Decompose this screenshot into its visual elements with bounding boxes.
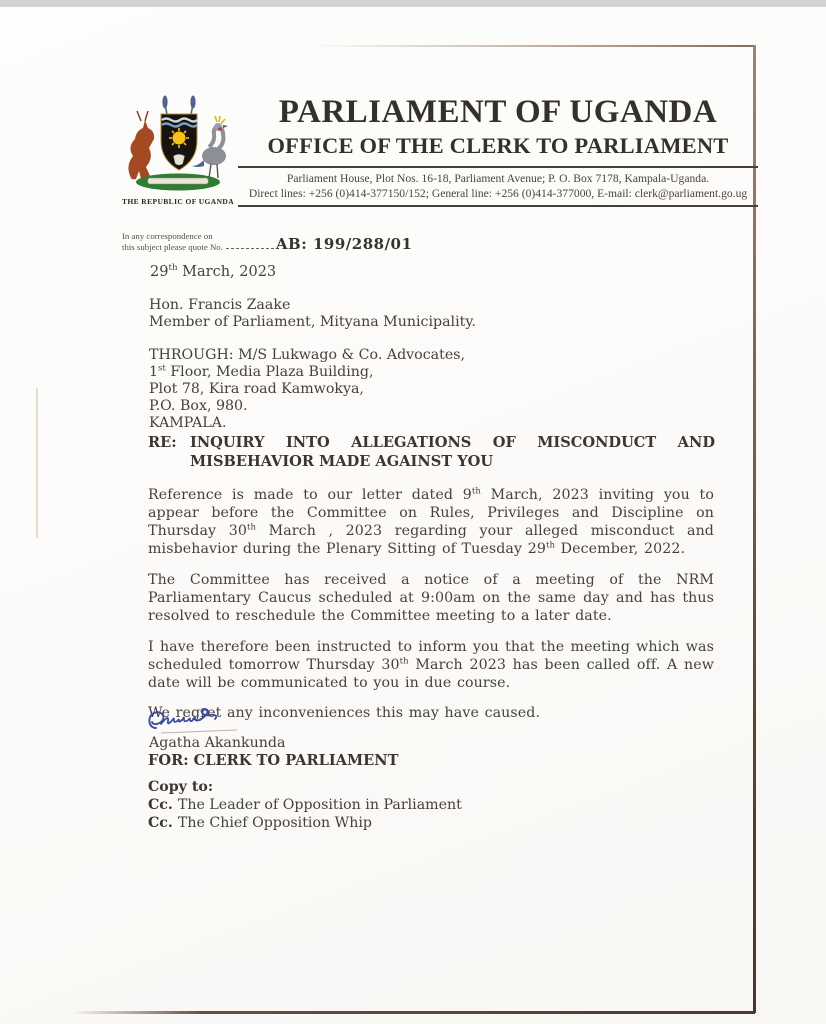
paper-edge-bottom xyxy=(64,1011,755,1014)
recipient-title: Member of Parliament, Mityana Municipality. xyxy=(149,314,476,331)
header-rule-bottom xyxy=(238,205,758,207)
reference-number: AB: 199/288/01 xyxy=(275,235,413,253)
copy-heading: Copy to: xyxy=(148,779,214,795)
cc-item xyxy=(148,797,462,814)
body-paragraph-2: The Committee has received a notice of a meeting of the NRM Parliamentary Caucus scheduled at 9:00am on the same day and has thus resolved to reschedule the Committee meeting to a later date. xyxy=(148,571,714,625)
through-line-3: Plot 78, Kira road Kamwokya, xyxy=(149,380,364,397)
reference-note: In any correspondence on this subject please quote No. xyxy=(122,231,223,252)
body-paragraph-1: Reference is made to our letter dated 9th March, 2023 inviting you to appear before the Committee on Rules, Privileges and Discipline on Thursday 30th March , 2023 regarding your alleged misconduct and misbehavior during the Plenary Sitting of Tuesday 29th December, 2022. xyxy=(148,486,714,558)
through-block xyxy=(149,347,465,432)
header-rule-top xyxy=(238,166,758,168)
office-subtitle: OFFICE OF THE CLERK TO PARLIAMENT xyxy=(267,133,729,158)
copy-block xyxy=(148,779,462,832)
letter-date: 29th March, 2023 xyxy=(150,263,277,280)
scan-top-strip xyxy=(0,0,826,7)
cc-item xyxy=(148,815,462,832)
paper-crease-left xyxy=(36,388,38,538)
address-line-1: Parliament House, Plot Nos. 16-18, Parliament Avenue; P. O. Box 7178, Kampala-Uganda. xyxy=(286,172,710,185)
recipient-name: Hon. Francis Zaake xyxy=(149,297,291,313)
recipient-block xyxy=(149,297,476,331)
uganda-coat-of-arms-icon xyxy=(111,94,245,192)
body-paragraph-4: We regret any inconveniences this may have caused. xyxy=(148,705,541,722)
through-line-5: KAMPALA. xyxy=(149,414,227,431)
subject-label: RE: xyxy=(148,434,177,451)
letter-body xyxy=(148,486,714,735)
cc-text: The Leader of Opposition in Parliament xyxy=(177,797,462,814)
body-paragraph-3: I have therefore been instructed to inform you that the meeting which was scheduled tomorrow Thursday 30th March 2023 has been called off. A new date will be communicated to you in due course. xyxy=(148,638,715,691)
org-title: PARLIAMENT OF UGANDA xyxy=(278,94,718,130)
subject-text: INQUIRY INTO ALLEGATIONS OF MISCONDUCT AND MISBEHAVIOR MADE AGAINST YOU xyxy=(190,434,715,470)
letterhead-emblem xyxy=(110,94,246,206)
signature-area xyxy=(145,706,255,738)
through-line-1: THROUGH: M/S Lukwago & Co. Advocates, xyxy=(149,347,466,363)
reference-fill-line xyxy=(226,247,274,249)
subject-line xyxy=(148,434,715,471)
signature-scribble-icon xyxy=(145,706,255,738)
address-line-2: Direct lines: +256 (0)414-377150/152; General line: +256 (0)414-377000, E-mail: clerk@parliament.go.ug xyxy=(248,186,748,200)
signatory-name: Agatha Akankunda xyxy=(149,735,286,751)
cc-prefix: Cc. xyxy=(148,797,173,814)
signatory-role: FOR: CLERK TO PARLIAMENT xyxy=(148,752,399,769)
through-line-4: P.O. Box, 980. xyxy=(149,397,248,414)
cc-prefix: Cc. xyxy=(148,814,173,831)
letterhead xyxy=(238,95,758,207)
paper-edge-top xyxy=(310,45,756,47)
emblem-caption: THE REPUBLIC OF UGANDA xyxy=(121,197,235,206)
reference-row xyxy=(122,231,412,252)
cc-text: The Chief Opposition Whip xyxy=(177,814,372,831)
through-line-2: 1st Floor, Media Plaza Building, xyxy=(149,363,374,380)
